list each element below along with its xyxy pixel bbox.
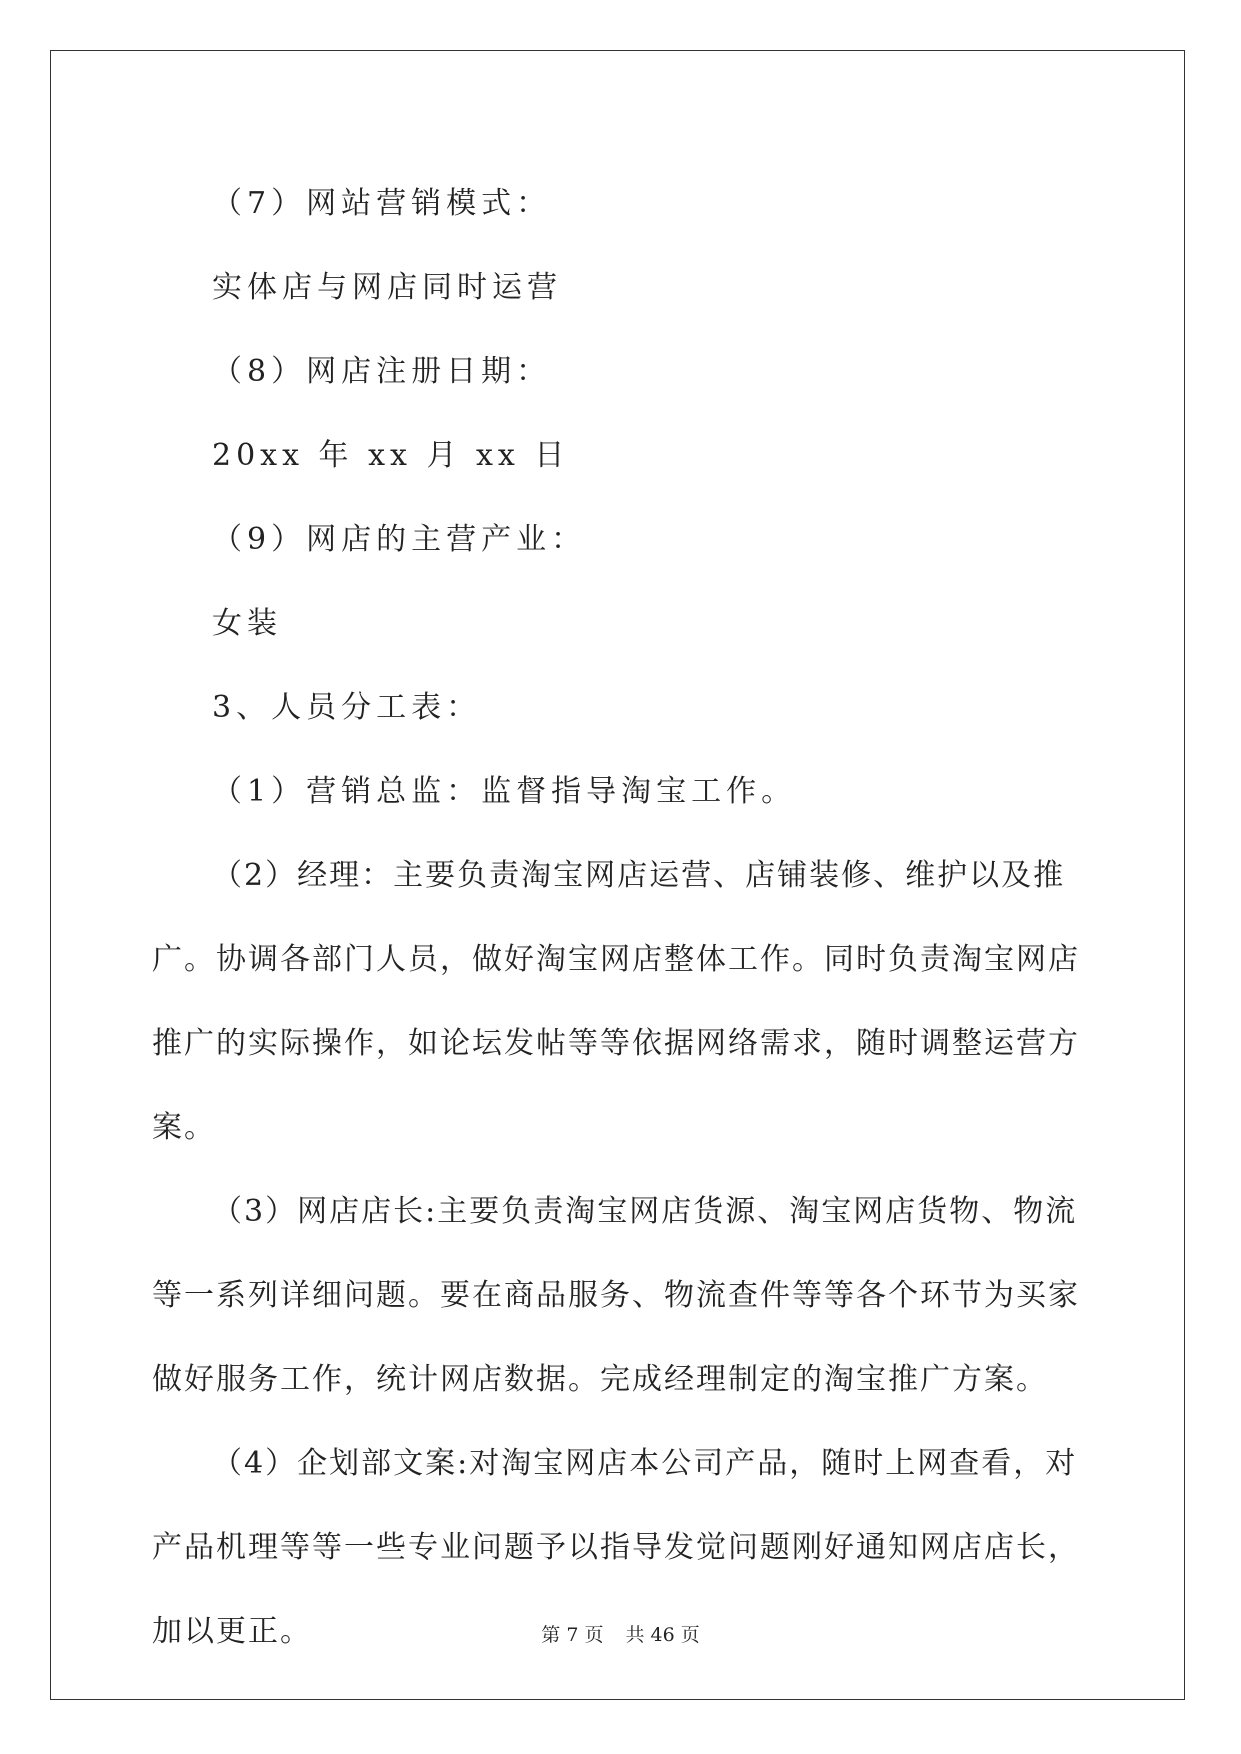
paragraph-main-industry-value: 女装 — [212, 606, 282, 641]
paragraph-manager: （2）经理：主要负责淘宝网店运营、店铺装修、维护以及推广。协调各部门人员，做好淘宝网店整体工作。同时负责淘宝网店推广的实际操作，如论坛发帖等等依据网络需求，随时调整运营方案。 — [152, 858, 1080, 1145]
page-total: 共 46 页 — [625, 1624, 700, 1646]
paragraph-staff-division-heading: 3、人员分工表： — [212, 690, 482, 725]
page-number: 第 7 页 — [541, 1624, 604, 1646]
paragraph-planning-copywriter: （4）企划部文案:对淘宝网店本公司产品，随时上网查看，对产品机理等等一些专业问题予以指导发觉问题刚好通知网店店长，加以更正。 — [152, 1446, 1080, 1649]
paragraph-main-industry: （9）网店的主营产业： — [212, 522, 587, 557]
paragraph-marketing-mode-value: 实体店与网店同时运营 — [212, 270, 562, 305]
document-body — [152, 162, 1092, 1674]
paragraph-website-marketing-mode: （7）网站营销模式： — [212, 186, 552, 221]
paragraph-registration-date: （8）网店注册日期： — [212, 354, 552, 389]
page-footer — [0, 1620, 1241, 1647]
paragraph-registration-date-value: 20xx 年 xx 月 xx 日 — [212, 438, 570, 473]
paragraph-marketing-director: （1）营销总监：监督指导淘宝工作。 — [212, 774, 797, 809]
paragraph-store-manager: （3）网店店长:主要负责淘宝网店货源、淘宝网店货物、物流等一系列详细问题。要在商品服务、物流查件等等各个环节为买家做好服务工作，统计网店数据。完成经理制定的淘宝推广方案。 — [152, 1194, 1080, 1397]
